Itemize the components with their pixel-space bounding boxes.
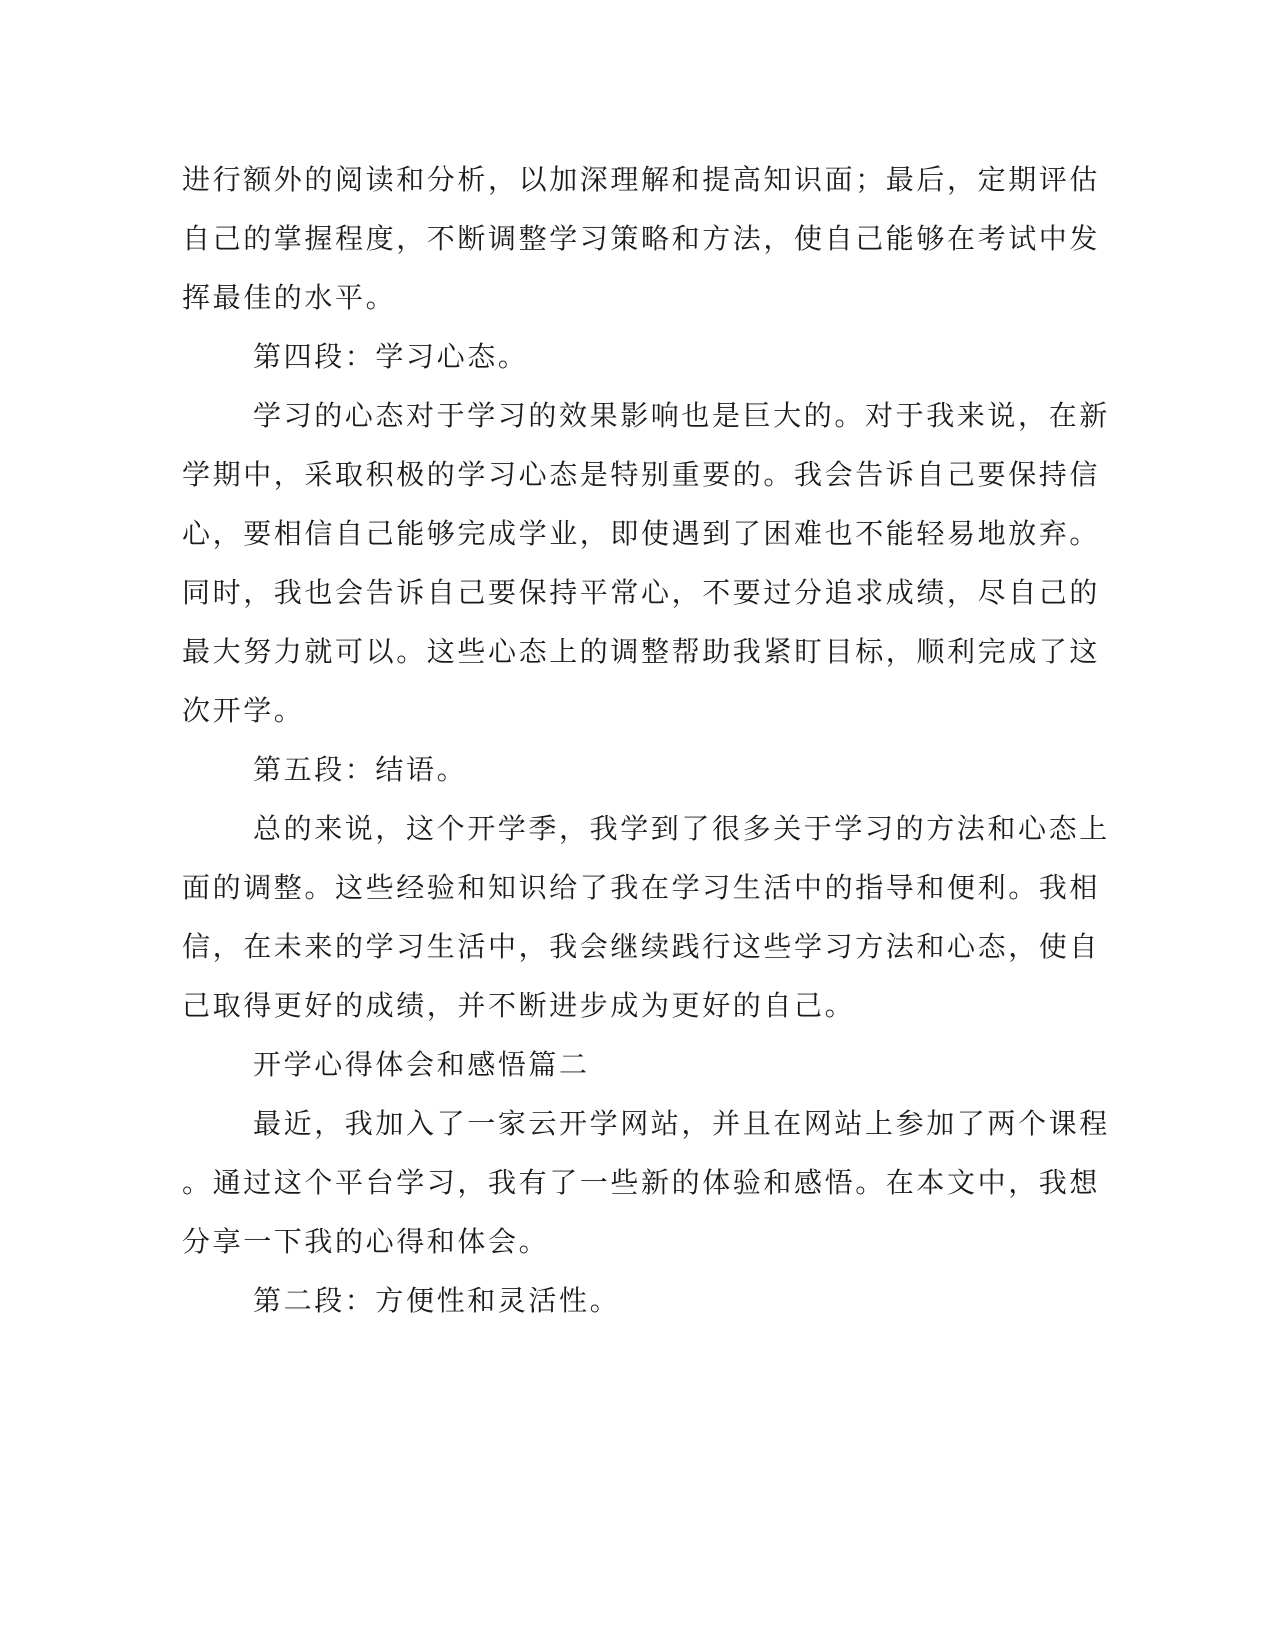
text-line: 最大努力就可以。这些心态上的调整帮助我紧盯目标，顺利完成了这 bbox=[182, 635, 1101, 668]
section-heading: 第四段：学习心态。 bbox=[253, 340, 529, 373]
text-line: 学期中，采取积极的学习心态是特别重要的。我会告诉自己要保持信 bbox=[182, 458, 1101, 491]
text-line: 次开学。 bbox=[182, 694, 305, 727]
text-line: 己取得更好的成绩，并不断进步成为更好的自己。 bbox=[182, 989, 856, 1022]
text-line: 同时，我也会告诉自己要保持平常心，不要过分追求成绩，尽自己的 bbox=[182, 576, 1101, 609]
text-line: 信，在未来的学习生活中，我会继续践行这些学习方法和心态，使自 bbox=[182, 930, 1101, 963]
text-line: 挥最佳的水平。 bbox=[182, 281, 397, 314]
text-line: 分享一下我的心得和体会。 bbox=[182, 1225, 550, 1258]
text-line: 最近，我加入了一家云开学网站，并且在网站上参加了两个课程 bbox=[253, 1107, 1110, 1140]
document-page bbox=[182, 150, 1110, 1330]
section-heading: 第五段：结语。 bbox=[253, 753, 468, 786]
text-line: 学习的心态对于学习的效果影响也是巨大的。对于我来说，在新 bbox=[253, 399, 1110, 432]
text-line: 。通过这个平台学习，我有了一些新的体验和感悟。在本文中，我想 bbox=[182, 1166, 1101, 1199]
section-heading: 第二段：方便性和灵活性。 bbox=[253, 1284, 621, 1317]
article-title: 开学心得体会和感悟篇二 bbox=[253, 1048, 590, 1081]
text-line: 面的调整。这些经验和知识给了我在学习生活中的指导和便利。我相 bbox=[182, 871, 1101, 904]
text-line: 进行额外的阅读和分析，以加深理解和提高知识面；最后，定期评估 bbox=[182, 163, 1101, 196]
text-line: 自己的掌握程度，不断调整学习策略和方法，使自己能够在考试中发 bbox=[182, 222, 1101, 255]
text-line: 总的来说，这个开学季，我学到了很多关于学习的方法和心态上 bbox=[253, 812, 1110, 845]
text-line: 心，要相信自己能够完成学业，即使遇到了困难也不能轻易地放弃。 bbox=[182, 517, 1101, 550]
